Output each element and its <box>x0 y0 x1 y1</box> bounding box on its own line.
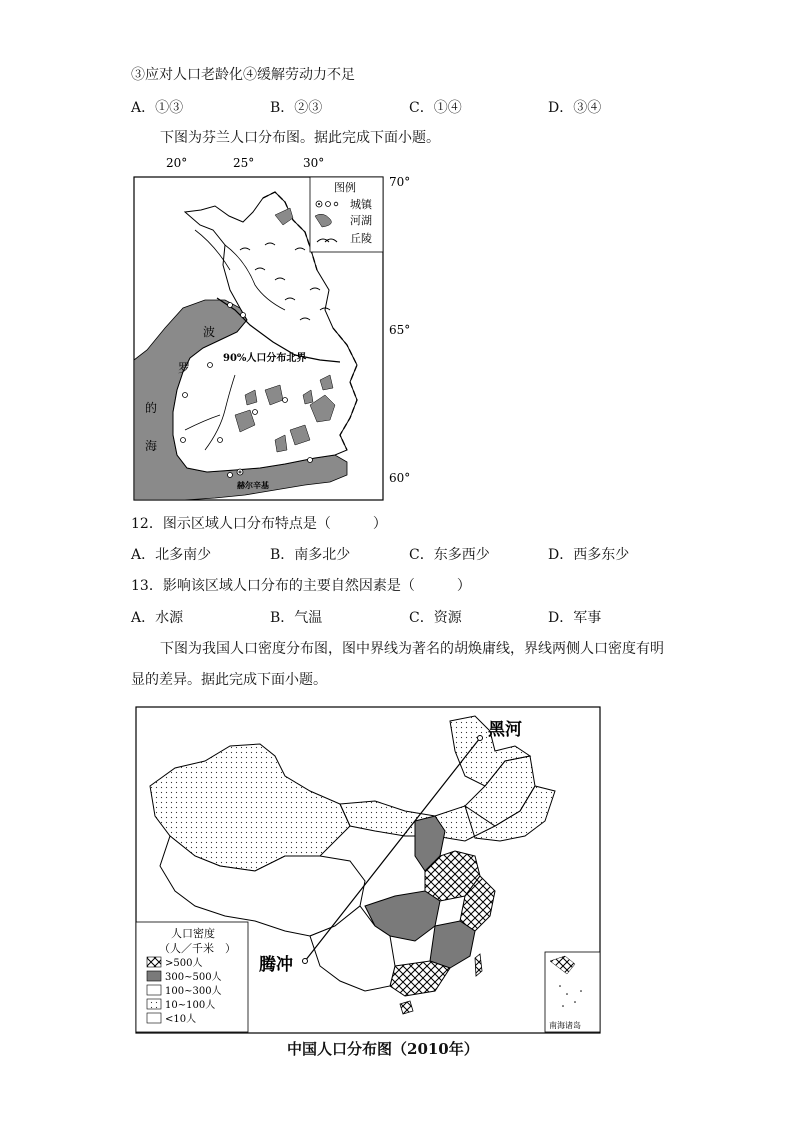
q12-option-d: D．西多东少 <box>548 547 630 563</box>
q11-option-a: A．①③ <box>131 100 184 116</box>
china-population-density-map <box>135 706 605 1036</box>
china-map-caption: 中国人口分布图（2010年） <box>287 1040 479 1058</box>
city-heihe: 黑河 <box>488 720 522 740</box>
lat-label-65: 65° <box>389 323 411 337</box>
sea-label-2: 罗 <box>178 361 191 375</box>
q12-option-b: B．南多北少 <box>270 547 351 563</box>
legend-title: 人口密度 <box>171 927 215 940</box>
china-intro-line2: 显的差异。据此完成下面小题。 <box>131 672 327 688</box>
q13-option-c: C．资源 <box>409 610 462 626</box>
lat-label-60: 60° <box>389 471 411 485</box>
city-tengchong: 腾冲 <box>259 955 293 975</box>
lon-label-30: 30° <box>303 156 325 170</box>
legend-item-lt10: <10人 <box>165 1014 197 1025</box>
sea-label-4: 海 <box>145 439 158 453</box>
legend-unit: （人／千米 ） <box>159 942 236 955</box>
boundary-label: 90%人口分布北界 <box>223 353 307 364</box>
q12-option-a: A．北多南少 <box>131 547 212 563</box>
sea-label-3: 的 <box>145 401 158 415</box>
q13-option-d: D．军事 <box>548 610 602 626</box>
china-intro-line1: 下图为我国人口密度分布图，图中界线为著名的胡焕庸线，界线两侧人口密度有明 <box>160 641 664 657</box>
q12-option-c: C．东多西少 <box>409 547 490 563</box>
q11-stem-tail: ③应对人口老龄化④缓解劳动力不足 <box>131 67 355 83</box>
q12-stem: 12．图示区域人口分布特点是（ ） <box>131 516 387 532</box>
q11-option-c: C．①④ <box>409 100 462 116</box>
lon-label-20: 20° <box>166 156 188 170</box>
helsinki-label: 赫尔辛基 <box>237 480 269 490</box>
lon-label-25: 25° <box>233 156 255 170</box>
q13-stem: 13．影响该区域人口分布的主要自然因素是（ ） <box>131 578 471 594</box>
q13-option-a: A．水源 <box>131 610 184 626</box>
finland-intro: 下图为芬兰人口分布图。据此完成下面小题。 <box>160 130 440 146</box>
finland-population-map <box>125 150 425 510</box>
legend-item-100-300: 100~300人 <box>165 986 222 997</box>
legend-item-500plus: >500人 <box>165 958 203 969</box>
legend-item-300-500: 300~500人 <box>165 972 222 983</box>
legend-river-lake: 河湖 <box>350 214 372 227</box>
legend-title: 图例 <box>334 181 356 194</box>
inset-label: 南海诸岛 <box>549 1021 581 1030</box>
legend-item-10-100: 10~100人 <box>165 1000 216 1011</box>
legend-hill: 丘陵 <box>350 232 372 245</box>
legend-town: 城镇 <box>350 198 372 211</box>
lat-label-70: 70° <box>389 175 411 189</box>
q11-option-b: B．②③ <box>270 100 323 116</box>
q13-option-b: B．气温 <box>270 610 323 626</box>
sea-label-1: 波 <box>203 325 216 339</box>
q11-option-d: D．③④ <box>548 100 602 116</box>
